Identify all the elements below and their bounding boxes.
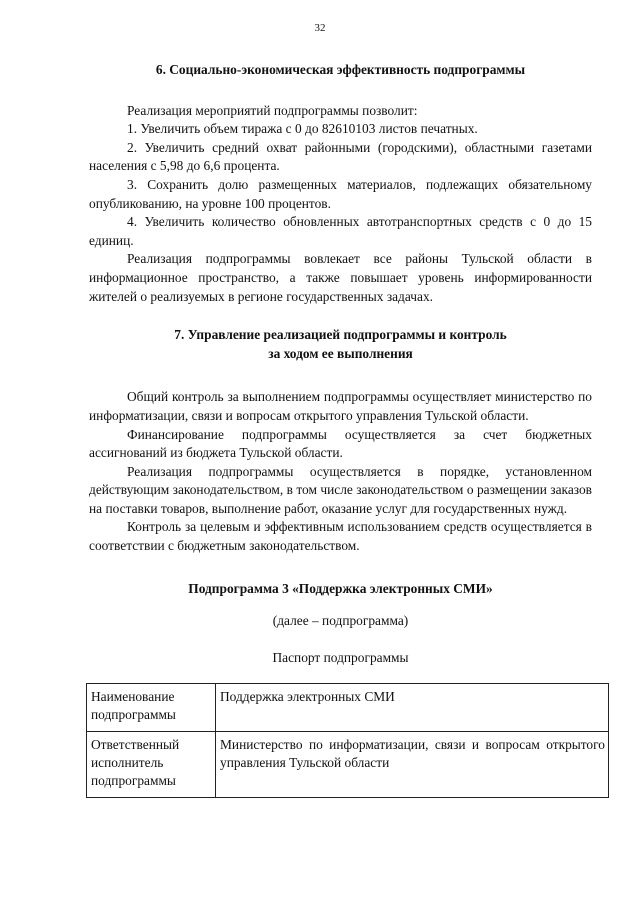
subprogram-note: (далее – подпрограмма) xyxy=(272,612,409,628)
section-7-paragraph: Реализация подпрограммы осуществляется в порядке, установленном действующим законодательством, в том числе законодательством о размещении заказов на поставки товаров, выполнение работ, оказание услуг для государственных нужд. xyxy=(89,463,592,516)
section-7-heading-line-1: 7. Управление реализацией подпрограммы и контроль xyxy=(174,327,507,343)
section-6-paragraph: 1. Увеличить объем тиража с 0 до 82610103 листов печатных. xyxy=(127,121,478,137)
page-number: 32 xyxy=(314,22,326,34)
section-7-heading-line-2: за ходом ее выполнения xyxy=(268,345,413,361)
document-body xyxy=(89,55,605,798)
passport-title: Паспорт подпрограммы xyxy=(272,650,409,666)
section-6-paragraph: Реализация подпрограммы вовлекает все районы Тульской области в информационное пространство, а также повышает уровень информированности жителей о реализуемых в регионе государственных задачах. xyxy=(89,251,592,304)
subprogram-title: Подпрограмма 3 «Поддержка электронных СМИ» xyxy=(188,580,493,596)
passport-label-cell: Ответственный исполнитель подпрограммы xyxy=(87,731,216,797)
table-row xyxy=(87,683,609,731)
section-7-heading xyxy=(89,326,592,363)
section-6-paragraph: 3. Сохранить долю размещенных материалов, подлежащих обязательному опубликованию, на уровне 100 процентов. xyxy=(89,176,592,211)
section-6-paragraph: 4. Увеличить количество обновленных автотранспортных средств с 0 до 15 единиц. xyxy=(89,214,592,248)
passport-table xyxy=(86,683,609,798)
table-row xyxy=(87,731,609,797)
passport-value-cell: Министерство по информатизации, связи и вопросам открытого управления Тульской области xyxy=(216,731,609,797)
section-6-heading: 6. Социально-экономическая эффективность подпрограммы xyxy=(155,62,526,77)
passport-label-cell: Наименование подпрограммы xyxy=(87,683,216,731)
section-7-paragraph: Общий контроль за выполнением подпрограммы осуществляет министерство по информатизации, связи и вопросам открытого управления Тульской области. xyxy=(89,389,592,423)
section-6-paragraph: Реализация мероприятий подпрограммы позволит: xyxy=(127,102,418,118)
section-7-paragraph: Контроль за целевым и эффективным использованием средств осуществляется в соответствии с бюджетным законодательством. xyxy=(89,519,592,554)
passport-value-cell: Поддержка электронных СМИ xyxy=(216,683,609,731)
section-7-paragraph: Финансирование подпрограммы осуществляется за счет бюджетных ассигнований из бюджета Тульской области. xyxy=(89,426,592,461)
section-6-paragraph: 2. Увеличить средний охват районными (городскими), областными газетами населения с 5,98 до 6,6 процента. xyxy=(89,139,592,174)
